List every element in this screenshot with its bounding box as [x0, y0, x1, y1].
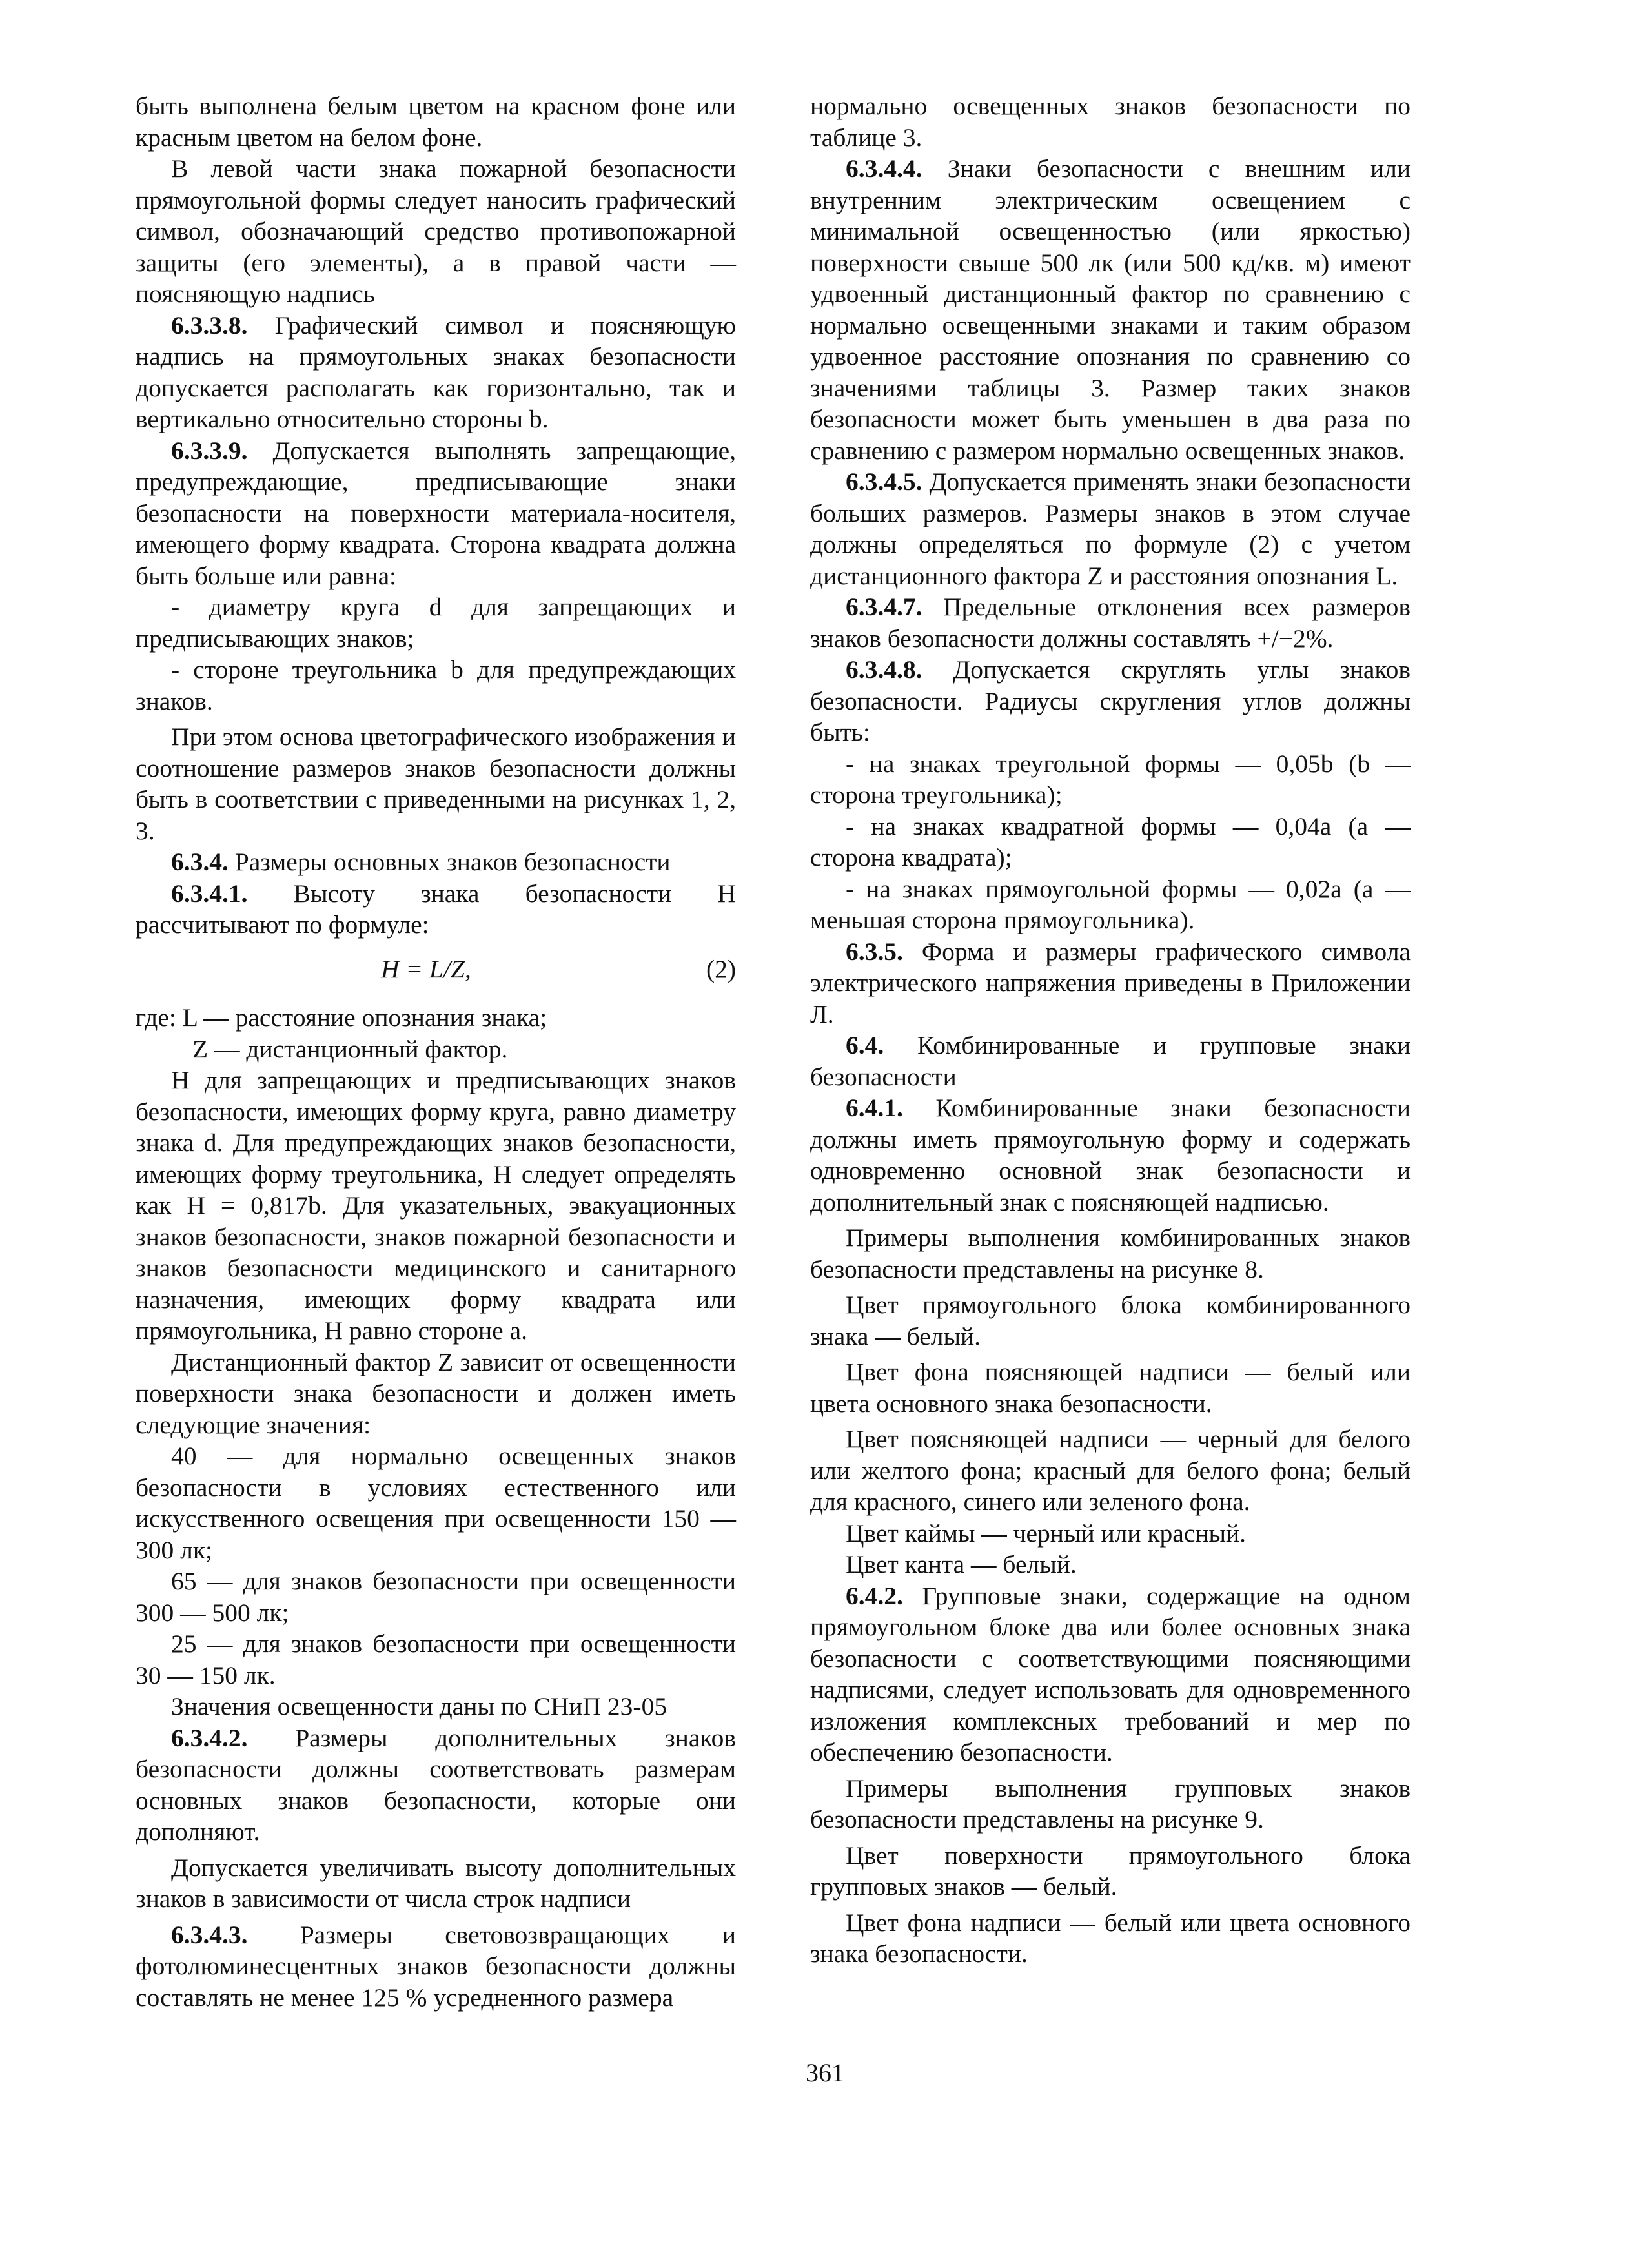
section-number: 6.3.4.5.	[846, 467, 922, 496]
where-line: где: L — расстояние опознания знака;	[136, 1003, 547, 1032]
paragraph: Цвет фона надписи — белый или цвета основного знака безопасности.	[810, 1908, 1411, 1968]
section-number: 6.3.4.2.	[171, 1723, 248, 1752]
section-paragraph	[810, 1092, 1411, 1218]
paragraph: Дистанционный фактор Z зависит от освещенности поверхности знака безопасности и должен иметь следующие значения:	[136, 1347, 736, 1439]
section-paragraph	[136, 435, 736, 592]
list-item: 40 — для нормально освещенных знаков безопасности в условиях естественного или искусственного освещения при освещенности 150 — 300 лк;	[136, 1442, 736, 1564]
section-number: 6.3.3.9.	[171, 436, 248, 465]
section-text: Высоту знака безопасности H рассчитывают по формуле:	[136, 879, 736, 939]
section-text: Форма и размеры графического символа электрического напряжения приведены в Приложении Л.	[810, 937, 1411, 1028]
paragraph: Цвет каймы — черный или красный.	[846, 1518, 1247, 1548]
page-number: 361	[806, 2058, 844, 2087]
section-number: 6.3.4.7.	[846, 593, 922, 621]
left-column	[136, 90, 736, 2013]
section-text: Комбинированные и групповые знаки безопасности	[810, 1031, 1411, 1091]
section-text: Размеры световозвращающих и фотолюминесцентных знаков безопасности должны составлять не менее 125 % усредненного размера	[136, 1920, 736, 2012]
list-item: - на знаках прямоугольной формы — 0,02a (a — меньшая сторона прямоугольника).	[810, 874, 1411, 934]
section-number: 6.3.4.1.	[171, 879, 248, 908]
paragraph: Примеры выполнения комбинированных знаков безопасности представлены на рисунке 8.	[810, 1223, 1411, 1283]
section-text: Допускается применять знаки безопасности больших размеров. Размеры знаков в этом случае должны определяться по формуле (2) с учетом дистанционного фактора Z и расстояния опознания L.	[810, 467, 1411, 590]
paragraph: нормально освещенных знаков безопасности по таблице 3.	[810, 92, 1411, 152]
section-number: 6.4.1.	[846, 1094, 903, 1122]
formula-label: (2)	[706, 954, 736, 983]
section-number: 6.3.3.8.	[171, 311, 248, 340]
where-line: Z — дистанционный фактор.	[192, 1034, 508, 1063]
section-text: Предельные отклонения всех размеров знаков безопасности должны составлять +/−2%.	[810, 593, 1411, 653]
section-paragraph	[810, 591, 1411, 654]
section-number: 6.4.	[846, 1031, 884, 1059]
list-item: 25 — для знаков безопасности при освещенности 30 — 150 лк.	[136, 1629, 736, 1690]
section-paragraph	[810, 936, 1411, 1030]
section-paragraph	[136, 878, 736, 941]
section-paragraph	[810, 654, 1411, 748]
section-text: Графический символ и поясняющую надпись на прямоугольных знаках безопасности допускается располагать как горизонтально, так и вертикально относительно стороны b.	[136, 311, 736, 433]
section-text: Размеры дополнительных знаков безопасности должны соответствовать размерам основных знаков безопасности, которые они дополняют.	[136, 1723, 736, 1846]
section-paragraph	[136, 846, 736, 878]
section-paragraph	[810, 153, 1411, 466]
paragraph: H для запрещающих и предписывающих знаков безопасности, имеющих форму круга, равно диаметру знака d. Для предупреждающих знаков безопасности, имеющих форму треугольника, H следует определять как H = 0,817b. Для указательных, эвакуационных знаков безопасности, знаков пожарной безопасности и знаков безопасности медицинского и санитарного назначения, имеющих форму квадрата или прямоугольника, H равно стороне a.	[136, 1066, 736, 1345]
formula-expression: H = L/Z,	[381, 954, 471, 983]
section-number: 6.3.4.4.	[846, 154, 922, 183]
paragraph: быть выполнена белым цветом на красном фоне или красным цветом на белом фоне.	[136, 92, 736, 152]
paragraph: Цвет фона поясняющей надписи — белый или цвета основного знака безопасности.	[810, 1358, 1411, 1418]
paragraph: Примеры выполнения групповых знаков безопасности представлены на рисунке 9.	[810, 1773, 1411, 1834]
paragraph: Цвет поясняющей надписи — черный для белого или желтого фона; красный для белого фона; белый для красного, синего или зеленого фона.	[810, 1425, 1411, 1516]
section-paragraph	[810, 1580, 1411, 1768]
paragraph: В левой части знака пожарной безопасности прямоугольной формы следует наносить графический символ, обозначающий средство противопожарной защиты (его элементы), а в правой части — поясняющую надпись	[136, 154, 736, 308]
list-item: - стороне треугольника b для предупреждающих знаков.	[136, 655, 736, 715]
section-text: Допускается скруглять углы знаков безопасности. Радиусы скругления углов должны быть:	[810, 655, 1411, 746]
section-number: 6.3.4.8.	[846, 655, 922, 684]
section-paragraph	[136, 310, 736, 435]
section-paragraph	[136, 1722, 736, 1848]
paragraph: Значения освещенности даны по СНиП 23-05	[171, 1692, 667, 1721]
section-paragraph	[810, 466, 1411, 591]
paragraph: Допускается увеличивать высоту дополнительных знаков в зависимости от числа строк надписи	[136, 1853, 736, 1913]
list-item: - на знаках квадратной формы — 0,04a (a — сторона квадрата);	[810, 812, 1411, 872]
paragraph: Цвет поверхности прямоугольного блока групповых знаков — белый.	[810, 1841, 1411, 1901]
right-column	[810, 90, 1411, 1970]
paragraph: Цвет прямоугольного блока комбинированного знака — белый.	[810, 1291, 1411, 1351]
section-text: Знаки безопасности с внешним или внутренним электрическим освещением с минимальной освещенностью (или яркостью) поверхности свыше 500 лк (или 500 кд/кв. м) имеют удвоенный дистанционный фактор по сравнению с нормально освещенными знаками и таким образом удвоенное расстояние опознания по сравнению со значениями таблицы 3. Размер таких знаков безопасности может быть уменьшен в два раза по сравнению с размером нормально освещенных знаков.	[810, 154, 1411, 465]
section-number: 6.3.4.3.	[171, 1920, 248, 1949]
section-number: 6.4.2.	[846, 1581, 903, 1610]
section-text: Допускается выполнять запрещающие, предупреждающие, предписывающие знаки безопасности на поверхности материала-носителя, имеющего форму квадрата. Сторона квадрата должна быть больше или равна:	[136, 436, 736, 590]
section-text: Размеры основных знаков безопасности	[228, 848, 671, 876]
list-item: - диаметру круга d для запрещающих и предписывающих знаков;	[136, 593, 736, 653]
section-text: Групповые знаки, содержащие на одном прямоугольном блоке два или более основных знака безопасности с соответствующими поясняющими надписями, следует использовать для одновременного изложения комплексных требований и мер по обеспечению безопасности.	[810, 1581, 1411, 1766]
paragraph: При этом основа цветографического изображения и соотношение размеров знаков безопасности должны быть в соответствии с приведенными на рисунках 1, 2, 3.	[136, 722, 736, 845]
list-item: - на знаках треугольной формы — 0,05b (b — сторона треугольника);	[810, 749, 1411, 809]
paragraph: Цвет канта — белый.	[846, 1550, 1077, 1578]
section-paragraph	[810, 1030, 1411, 1092]
list-item: 65 — для знаков безопасности при освещенности 300 — 500 лк;	[136, 1567, 736, 1627]
section-paragraph	[136, 1919, 736, 2014]
section-text: Комбинированные знаки безопасности должны иметь прямоугольную форму и содержать одновременно основной знак безопасности и дополнительный знак с поясняющей надписью.	[810, 1094, 1411, 1216]
section-number: 6.3.4.	[171, 848, 229, 876]
section-number: 6.3.5.	[846, 937, 903, 966]
formula	[136, 954, 736, 985]
